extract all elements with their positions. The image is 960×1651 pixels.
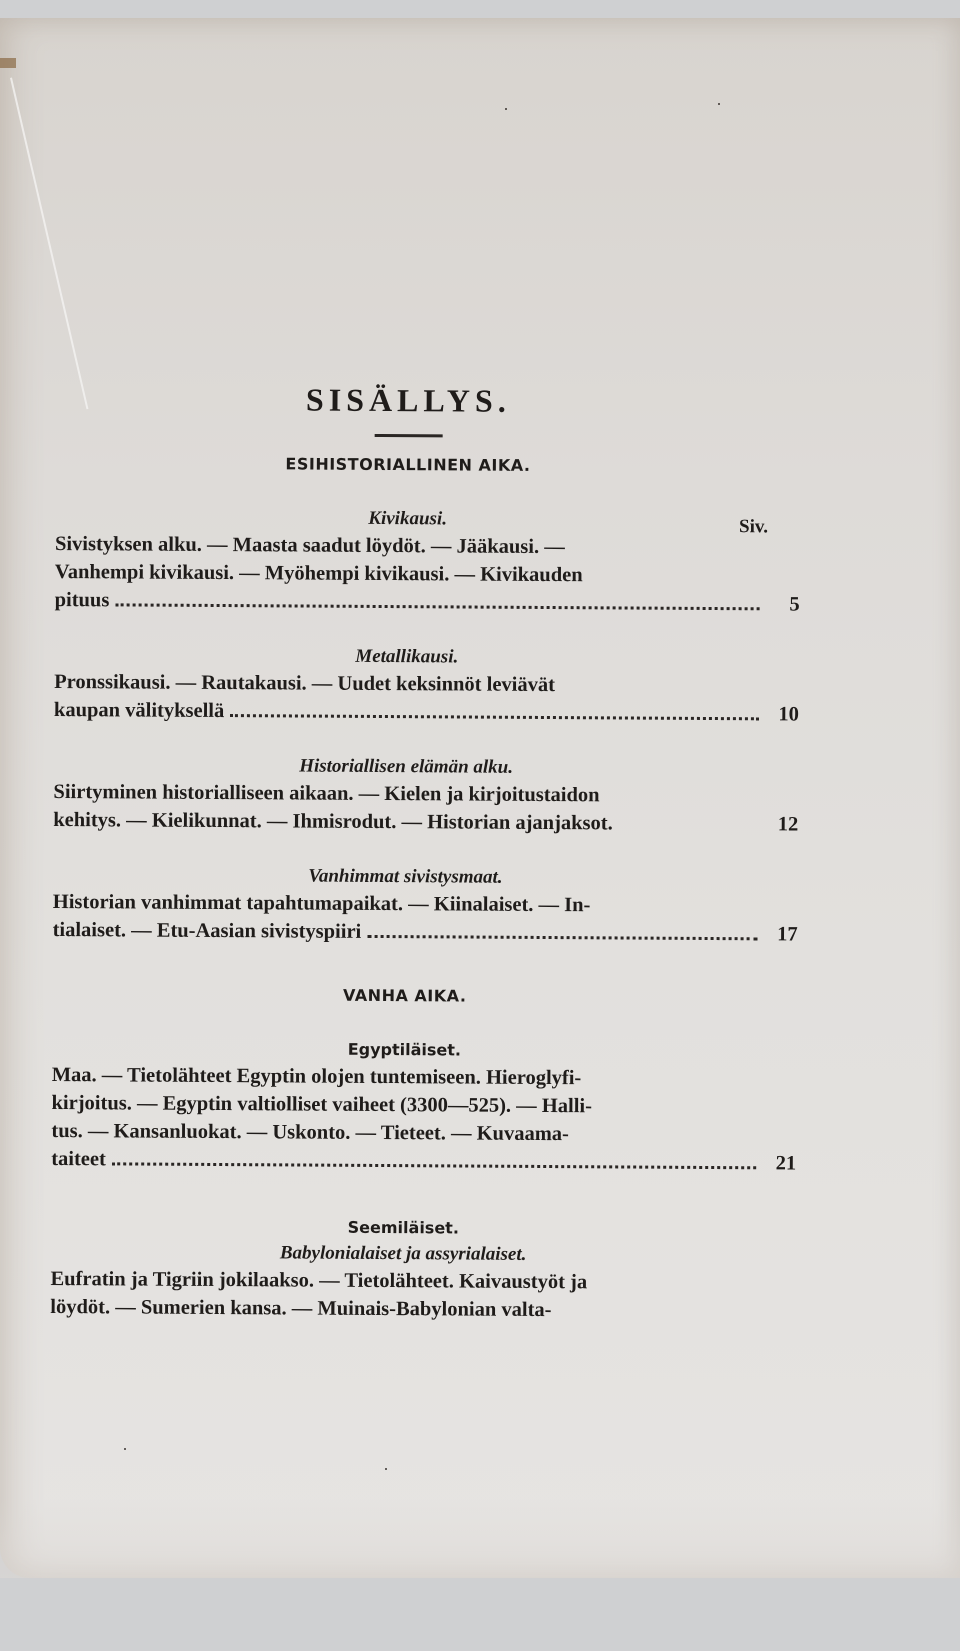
toc-entry[interactable] [52,888,798,948]
entry-line: Eufratin ja Tigriin jokilaakso. — Tietolähteet. Kaivaustyöt ja [50,1267,588,1294]
section-title: Historiallisen elämän alku. [299,755,514,778]
spine-edge [0,58,16,68]
dot-leader [112,1162,756,1169]
entry-line: pituus [54,588,110,612]
entry-last-line [53,806,799,838]
toc-section [51,1035,797,1177]
entry-line: kehitys. — Kielikunnat. — Ihmisrodut. — Historian ajanjaksot. [53,808,613,835]
period-heading: ESIHISTORIALLINEN AIKA. [285,454,531,475]
toc-section [53,642,800,728]
entry-line: tus. — Kansanluokat. — Uskonto. — Tieteet. — Kuvaama- [51,1119,569,1146]
entry-last-line [53,696,800,728]
page-number: 12 [777,813,799,836]
entry-line: kaupan välityksellä [53,698,225,723]
dot-leader [230,714,759,720]
section-title: Vanhimmat sivistysmaat. [308,865,503,888]
period-heading: VANHA AIKA. [342,985,467,1006]
entry-line: Pronssikausi. — Rautakausi. — Uudet keksinnöt leviävät [54,670,556,697]
page-number: 10 [778,703,800,726]
toc-entry[interactable] [50,1265,755,1325]
toc-entry[interactable] [51,1061,797,1177]
paper-speck [124,1448,126,1450]
page-number: 21 [775,1152,797,1175]
toc-entry[interactable] [53,778,799,838]
dot-leader [115,603,759,610]
toc-section [52,862,798,948]
entry-line: Sivistyksen alku. — Maasta saadut löydöt. — Jääkausi. — [54,532,565,559]
page-column-label: Siv. [738,516,769,538]
paper-speck [385,1468,387,1470]
entry-line: kirjoitus. — Egyptin valtiolliset vaiheet (3300—525). — Halli- [51,1091,593,1118]
entry-last-line [54,586,800,618]
toc-section [50,1213,756,1325]
paper-speck [718,103,720,105]
title-rule [374,434,442,437]
entry-line: Historian vanhimmat tapahtumapaikat. — Kiinalaiset. — In- [52,890,591,917]
paper-crease [10,78,88,410]
book-page [0,18,960,1578]
section-title: Metallikausi. [355,645,459,668]
page-title: SISÄLLYS. [305,381,511,419]
entry-last-line [51,1145,797,1177]
entry-line: löydöt. — Sumerien kansa. — Muinais-Babylonian valta- [50,1295,552,1322]
toc-section [54,504,800,618]
entry-line: taiteet [51,1147,106,1171]
entry-line: Vanhempi kivikausi. — Myöhempi kivikausi. — Kivikauden [54,560,583,587]
paper-speck [505,108,507,110]
dot-leader [367,935,757,940]
dot-leader [619,829,759,830]
entry-line: Maa. — Tietolähteet Egyptin olojen tuntemiseen. Hieroglyfi- [51,1063,582,1090]
page-number: 5 [789,593,800,616]
page-number: 17 [777,923,798,946]
entry-line: tialaiset. — Etu-Aasian sivistyspiiri [52,918,362,943]
toc-entry[interactable] [54,530,800,618]
entry-last-line [52,916,798,948]
toc-section [53,752,799,838]
toc-entry[interactable] [53,668,800,728]
section-title: Kivikausi. [368,507,448,530]
section-title: Seemiläiset. [347,1217,459,1238]
subsection-title: Babylonialaiset ja assyrialaiset. [279,1242,527,1265]
section-title: Egyptiläiset. [347,1039,462,1060]
table-of-contents [50,378,800,1353]
entry-line: Siirtyminen historialliseen aikaan. — Kielen ja kirjoitustaidon [53,780,600,807]
